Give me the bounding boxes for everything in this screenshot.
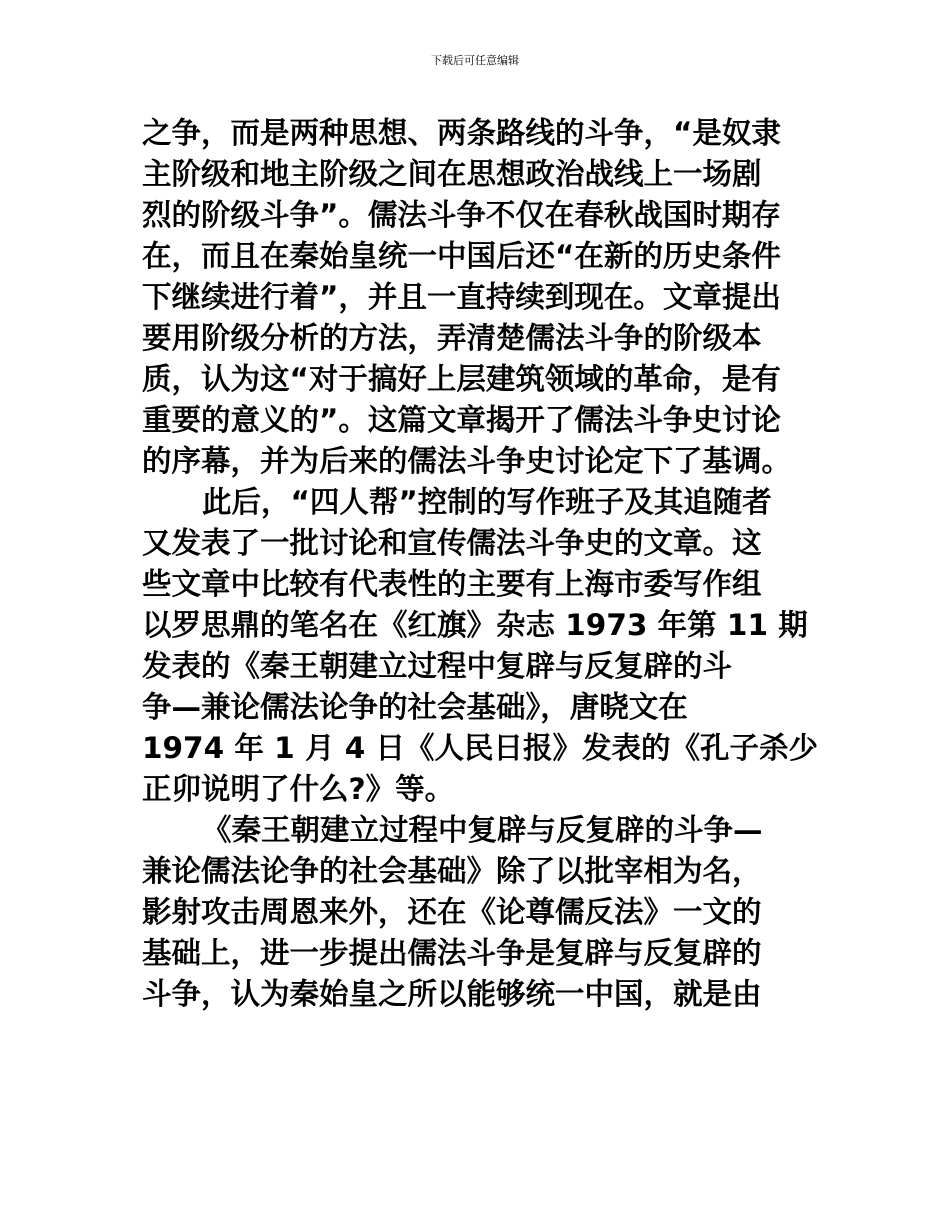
text-line: 又发表了一批讨论和宣传儒法斗争史的文章。这 [142, 526, 762, 560]
text-line: 要用阶级分析的方法，弄清楚儒法斗争的阶级本 [142, 321, 762, 355]
text-line: 斗争，认为秦始皇之所以能够统一中国，就是由 [142, 977, 762, 1011]
text-line: 影射攻击周恩来外，还在《论尊儒反法》一文的 [142, 895, 762, 929]
text-line: 正卯说明了什么?》等。 [142, 772, 455, 806]
text-line: 争—兼论儒法论争的社会基础》，唐晓文在 [142, 690, 688, 724]
text-line: 下继续进行着”，并且一直持续到现在。文章提出 [142, 280, 781, 314]
text-line: 以罗思鼎的笔名在《红旗》杂志 1973 年第 11 期 [142, 608, 808, 642]
text-line: 在，而且在秦始皇统一中国后还“在新的历史条件 [142, 239, 781, 273]
text-line: 兼论儒法论争的社会基础》除了以批宰相为名， [142, 854, 762, 888]
page-header: 下载后可任意编辑 [431, 54, 519, 67]
text-line: 些文章中比较有代表性的主要有上海市委写作组 [142, 567, 762, 601]
text-line: 的序幕，并为后来的儒法斗争史讨论定下了基调。 [142, 444, 792, 478]
paragraph-start-line: 《秦王朝建立过程中复辟与反复辟的斗争— [202, 813, 763, 847]
text-line: 1974 年 1 月 4 日《人民日报》发表的《孔子杀少 [142, 731, 819, 765]
text-line: 基础上，进一步提出儒法斗争是复辟与反复辟的 [142, 936, 762, 970]
text-line: 重要的意义的”。这篇文章揭开了儒法斗争史讨论 [142, 403, 781, 437]
text-line: 主阶级和地主阶级之间在思想政治战线上一场剧 [142, 157, 762, 191]
text-line: 发表的《秦王朝建立过程中复辟与反复辟的斗 [142, 649, 733, 683]
text-line: 质，认为这“对于搞好上层建筑领域的革命，是有 [142, 362, 781, 396]
body-text [142, 113, 817, 1015]
text-line: 烈的阶级斗争”。儒法斗争不仅在春秋战国时期存 [142, 198, 781, 232]
paragraph-start-line: 此后，“四人帮”控制的写作班子及其追随者 [202, 485, 772, 519]
text-line: 之争，而是两种思想、两条路线的斗争，“是奴隶 [142, 116, 781, 150]
